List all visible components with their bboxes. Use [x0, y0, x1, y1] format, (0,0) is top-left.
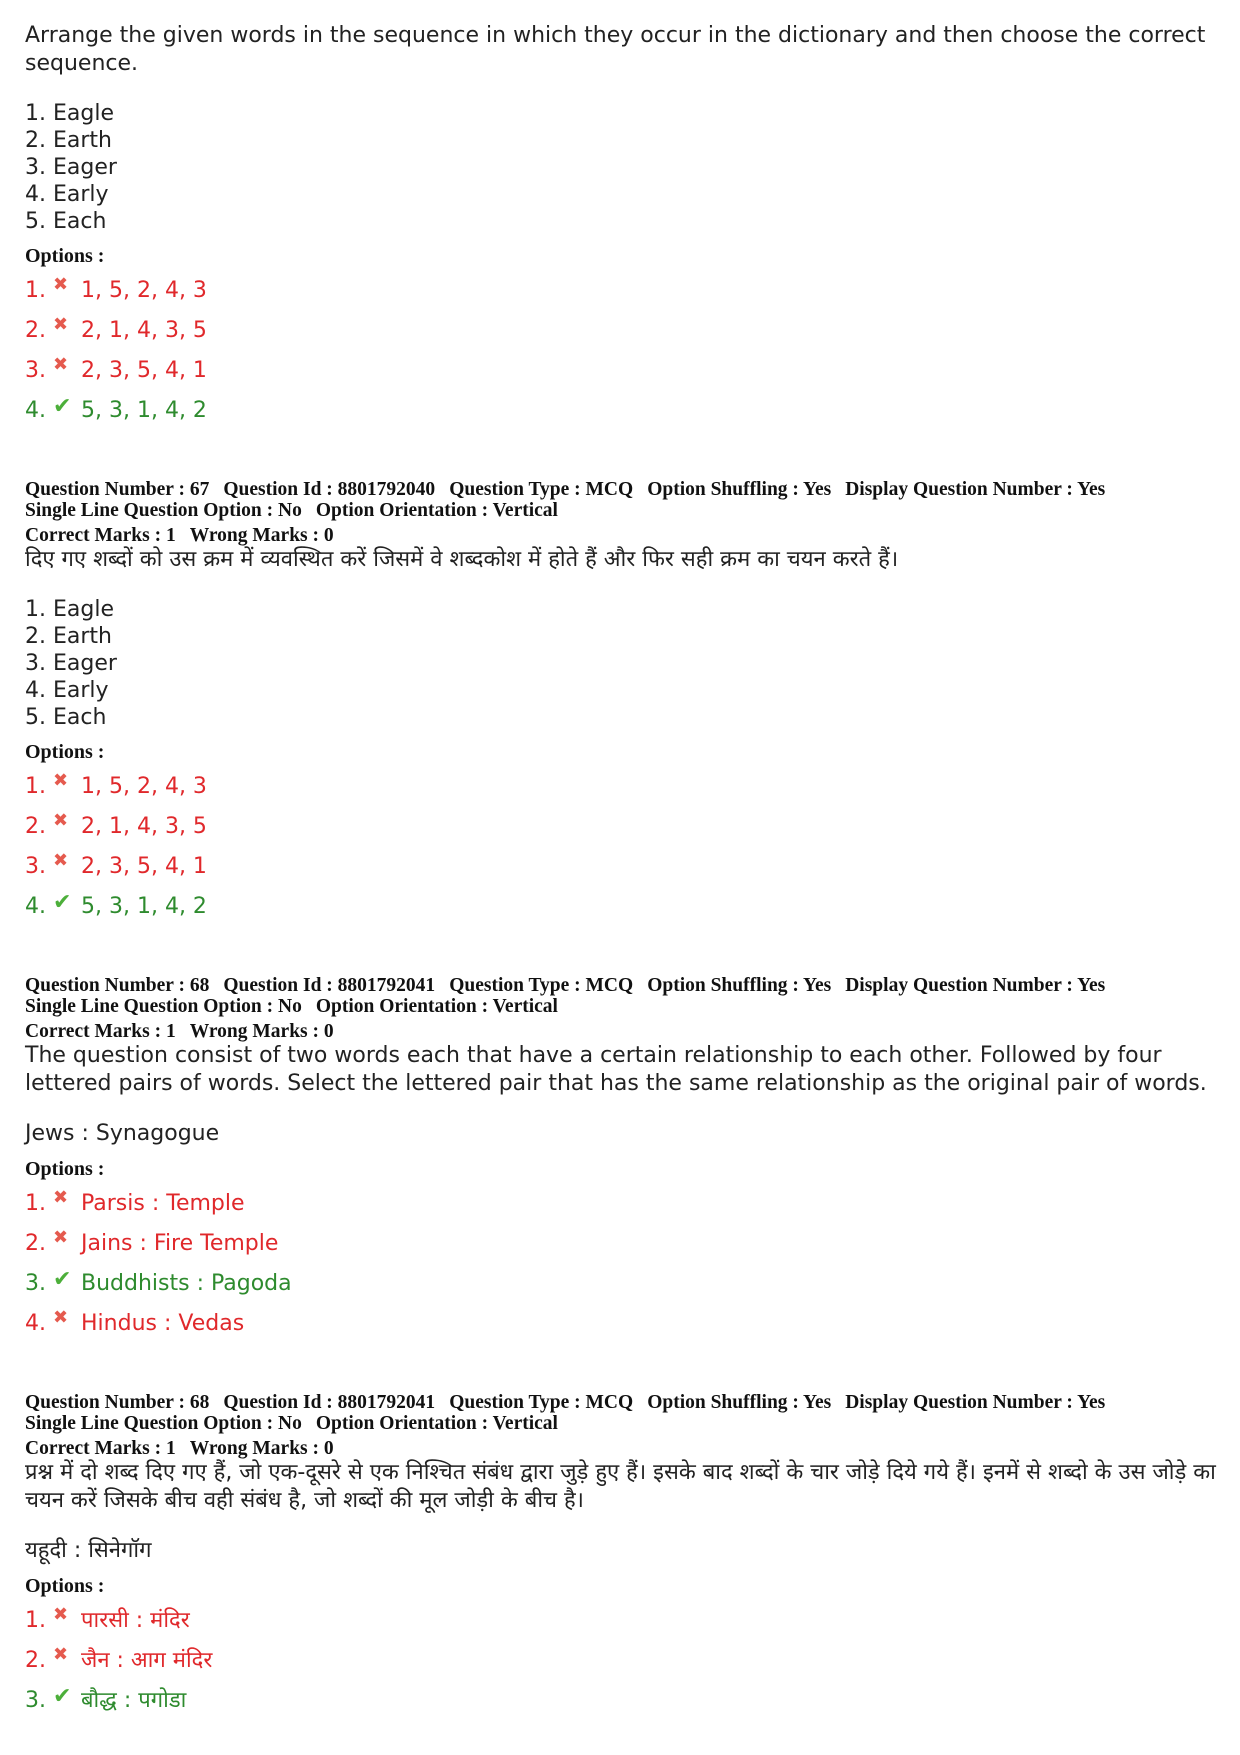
option-text: 2, 3, 5, 4, 1 — [81, 358, 207, 383]
question-id: Question Id : 8801792041 — [223, 1392, 436, 1413]
option-text: Buddhists : Pagoda — [81, 1271, 292, 1296]
question-type: Question Type : MCQ — [449, 975, 634, 996]
option-4 — [25, 1304, 1220, 1344]
cross-mark-icon: ✖ — [53, 1604, 69, 1625]
option-4 — [25, 391, 1220, 431]
option-number: 3. — [25, 358, 46, 383]
question-text: The question consist of two words each that have a certain relationship to each other. Followed by four lettered pairs of words. Select the lettered pair that has the same relationship as the original pair of words. — [25, 1043, 1207, 1096]
option-text: बौद्ध : पगोडा — [81, 1688, 187, 1713]
word-item: 3. Eager — [25, 651, 117, 676]
question-marks — [25, 1021, 1220, 1042]
option-number: 3. — [25, 854, 46, 879]
wrong-marks: Wrong Marks : 0 — [189, 1021, 334, 1042]
options-label: Options : — [25, 741, 105, 763]
question-marks — [25, 1438, 1220, 1459]
question-number: Question Number : 68 — [25, 1392, 210, 1413]
option-3 — [25, 1681, 1220, 1721]
check-mark-icon: ✔ — [53, 890, 72, 915]
question-meta-line-2 — [25, 996, 1220, 1017]
options-label: Options : — [25, 1158, 105, 1180]
option-number: 2. — [25, 318, 46, 343]
question-number: Question Number : 67 — [25, 479, 210, 500]
wrong-marks: Wrong Marks : 0 — [189, 1438, 334, 1459]
question-66 — [25, 22, 1220, 431]
options-label: Options : — [25, 1575, 105, 1597]
question-paper-page — [25, 22, 1220, 1721]
cross-mark-icon: ✖ — [53, 810, 69, 831]
option-text: Parsis : Temple — [81, 1191, 245, 1216]
word-item: 1. Eagle — [25, 101, 114, 126]
check-mark-icon: ✔ — [53, 394, 72, 419]
question-id: Question Id : 8801792040 — [223, 479, 436, 500]
option-4 — [25, 887, 1220, 927]
question-text: दिए गए शब्दों को उस क्रम में व्यवस्थित करें जिसमें वे शब्दकोश में होते हैं और फिर सही क्रम का चयन करते हैं। — [25, 547, 899, 572]
option-shuffling: Option Shuffling : Yes — [647, 1392, 832, 1413]
option-orientation: Option Orientation : Vertical — [315, 996, 558, 1017]
option-orientation: Option Orientation : Vertical — [315, 1413, 558, 1434]
option-number: 4. — [25, 398, 46, 423]
option-3 — [25, 1264, 1220, 1304]
single-line-question-option: Single Line Question Option : No — [25, 996, 302, 1017]
question-meta-line-2 — [25, 1413, 1220, 1434]
option-number: 2. — [25, 814, 46, 839]
correct-marks: Correct Marks : 1 — [25, 1021, 176, 1042]
display-question-number: Display Question Number : Yes — [845, 479, 1106, 500]
cross-mark-icon: ✖ — [53, 1187, 69, 1208]
option-number: 2. — [25, 1648, 46, 1673]
option-orientation: Option Orientation : Vertical — [315, 500, 558, 521]
cross-mark-icon: ✖ — [53, 314, 69, 335]
option-number: 4. — [25, 894, 46, 919]
option-3 — [25, 351, 1220, 391]
option-text: 5, 3, 1, 4, 2 — [81, 398, 207, 423]
display-question-number: Display Question Number : Yes — [845, 975, 1106, 996]
option-number: 3. — [25, 1271, 46, 1296]
cross-mark-icon: ✖ — [53, 1307, 69, 1328]
option-text: 2, 1, 4, 3, 5 — [81, 814, 207, 839]
word-item: 1. Eagle — [25, 597, 114, 622]
option-text: 2, 3, 5, 4, 1 — [81, 854, 207, 879]
display-question-number: Display Question Number : Yes — [845, 1392, 1106, 1413]
option-2 — [25, 311, 1220, 351]
wrong-marks: Wrong Marks : 0 — [189, 525, 334, 546]
option-number: 1. — [25, 278, 46, 303]
question-meta-line-2 — [25, 500, 1220, 521]
word-item: 3. Eager — [25, 155, 117, 180]
word-list — [25, 100, 1220, 235]
option-text: 2, 1, 4, 3, 5 — [81, 318, 207, 343]
option-text: 1, 5, 2, 4, 3 — [81, 774, 207, 799]
question-68-hindi — [25, 1392, 1220, 1721]
question-text: प्रश्न में दो शब्द दिए गए हैं, जो एक-दूसरे से एक निश्चित संबंध द्वारा जुड़े हुए हैं। इसके बाद शब्दों के चार जोड़े दिये गये हैं। इनमें से शब्दो के उस जोड़े का चयन करें जिसके बीच वही संबंध है, जो शब्दों की मूल जोड़ी के बीच है। — [25, 1460, 1216, 1513]
check-mark-icon: ✔ — [53, 1684, 72, 1709]
option-number: 1. — [25, 774, 46, 799]
question-marks — [25, 525, 1220, 546]
question-number: Question Number : 68 — [25, 975, 210, 996]
cross-mark-icon: ✖ — [53, 770, 69, 791]
word-item: 4. Early — [25, 182, 109, 207]
word-item: 5. Each — [25, 209, 107, 234]
word-pair: Jews : Synagogue — [25, 1121, 220, 1146]
option-number: 2. — [25, 1231, 46, 1256]
question-meta-line-1 — [25, 975, 1220, 996]
option-2 — [25, 807, 1220, 847]
option-3 — [25, 847, 1220, 887]
option-text: Jains : Fire Temple — [81, 1231, 279, 1256]
option-shuffling: Option Shuffling : Yes — [647, 975, 832, 996]
option-1 — [25, 767, 1220, 807]
option-text: जैन : आग मंदिर — [81, 1648, 213, 1673]
cross-mark-icon: ✖ — [53, 850, 69, 871]
word-pair: यहूदी : सिनेगॉग — [25, 1538, 152, 1563]
option-text: 5, 3, 1, 4, 2 — [81, 894, 207, 919]
question-type: Question Type : MCQ — [449, 479, 634, 500]
option-2 — [25, 1224, 1220, 1264]
option-text: 1, 5, 2, 4, 3 — [81, 278, 207, 303]
word-item: 4. Early — [25, 678, 109, 703]
single-line-question-option: Single Line Question Option : No — [25, 500, 302, 521]
check-mark-icon: ✔ — [53, 1267, 72, 1292]
question-68-english — [25, 975, 1220, 1344]
word-item: 5. Each — [25, 705, 107, 730]
correct-marks: Correct Marks : 1 — [25, 1438, 176, 1459]
single-line-question-option: Single Line Question Option : No — [25, 1413, 302, 1434]
option-text: पारसी : मंदिर — [81, 1608, 190, 1633]
option-text: Hindus : Vedas — [81, 1311, 245, 1336]
word-item: 2. Earth — [25, 624, 112, 649]
cross-mark-icon: ✖ — [53, 354, 69, 375]
option-1 — [25, 271, 1220, 311]
correct-marks: Correct Marks : 1 — [25, 525, 176, 546]
question-meta-line-1 — [25, 1392, 1220, 1413]
word-list — [25, 596, 1220, 731]
option-2 — [25, 1641, 1220, 1681]
option-number: 3. — [25, 1688, 46, 1713]
option-shuffling: Option Shuffling : Yes — [647, 479, 832, 500]
option-number: 1. — [25, 1191, 46, 1216]
option-number: 4. — [25, 1311, 46, 1336]
question-type: Question Type : MCQ — [449, 1392, 634, 1413]
word-item: 2. Earth — [25, 128, 112, 153]
question-meta-line-1 — [25, 479, 1220, 500]
cross-mark-icon: ✖ — [53, 1644, 69, 1665]
option-1 — [25, 1184, 1220, 1224]
options-label: Options : — [25, 245, 105, 267]
question-text: Arrange the given words in the sequence in which they occur in the dictionary and then choose the correct sequence. — [25, 23, 1206, 76]
option-1 — [25, 1601, 1220, 1641]
cross-mark-icon: ✖ — [53, 274, 69, 295]
question-id: Question Id : 8801792041 — [223, 975, 436, 996]
option-number: 1. — [25, 1608, 46, 1633]
question-67 — [25, 479, 1220, 927]
cross-mark-icon: ✖ — [53, 1227, 69, 1248]
